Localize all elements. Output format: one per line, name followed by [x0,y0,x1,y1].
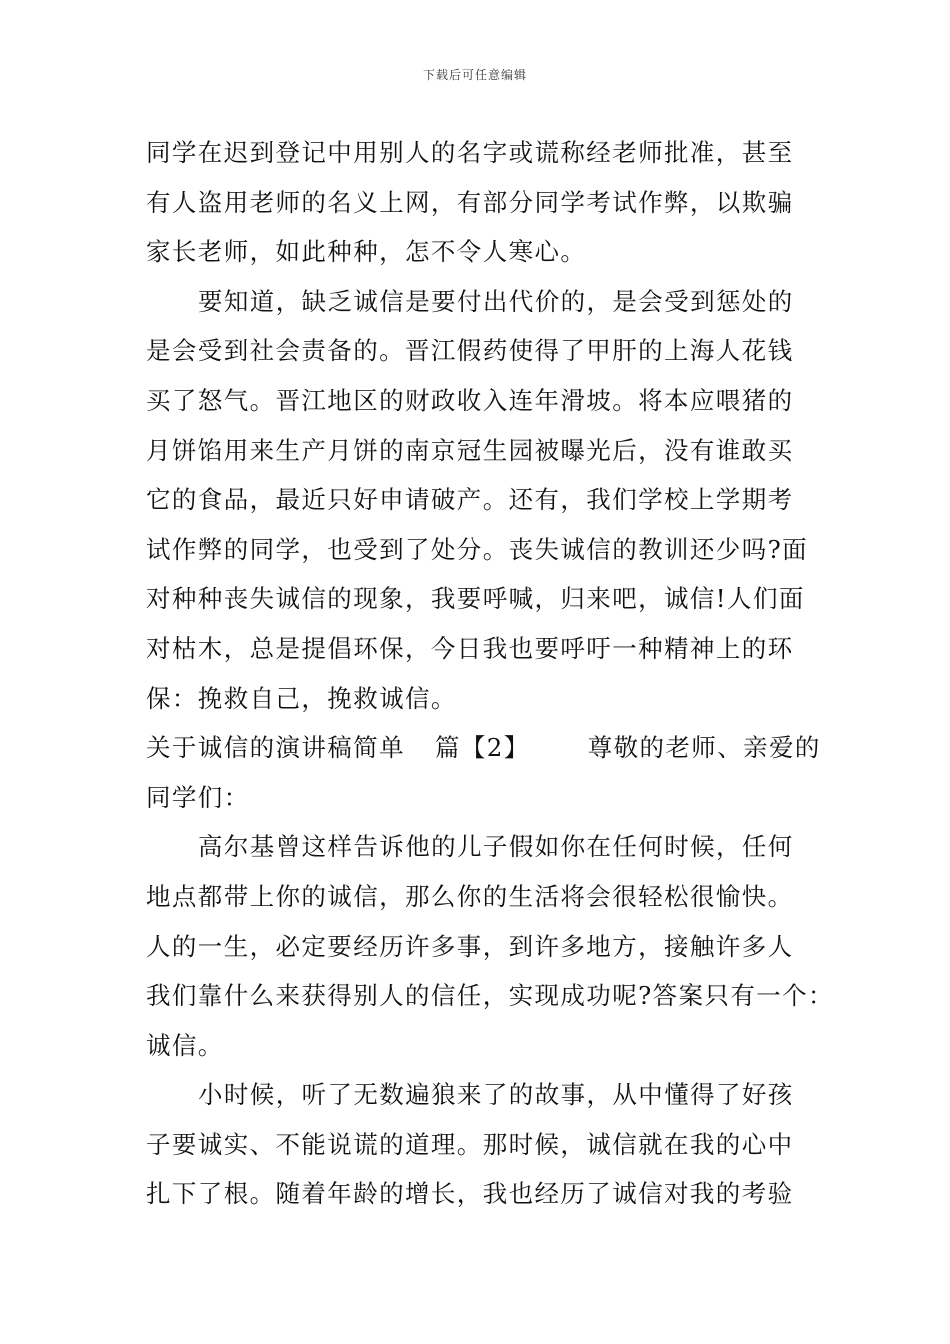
paragraph-line: 试作弊的同学，也受到了处分。丧失诚信的教训还少吗?面 [146,534,809,564]
paragraph-line: 是会受到社会责备的。晋江假药使得了甲肝的上海人花钱 [146,336,794,366]
paragraph-line: 家长老师，如此种种，怎不令人寒心。 [146,237,587,267]
paragraph-line: 我们靠什么来获得别人的信任，实现成功呢?答案只有一个： [146,981,834,1011]
paragraph-line: 诚信。 [146,1030,224,1060]
section-title: 关于诚信的演讲稿简单 [146,733,405,763]
paragraph-line: 它的食品，最近只好申请破产。还有，我们学校上学期考 [146,485,794,515]
paragraph-line: 扎下了根。随着年龄的增长，我也经历了诚信对我的考验 [146,1179,794,1209]
paragraph-line: 人的一生，必定要经历许多事，到许多地方，接触许多人 [146,931,794,961]
document-body [146,128,834,1219]
paragraph-line: 月饼馅用来生产月饼的南京冠生园被曝光后，没有谁敢买 [146,435,794,465]
salutation-continued: 同学们： [146,782,250,812]
paragraph-line: 同学在迟到登记中用别人的名字或谎称经老师批准，甚至 [146,138,794,167]
paragraph-line: 子要诚实、不能说谎的道理。那时候，诚信就在我的心中 [146,1129,794,1159]
paragraph-line: 小时候，听了无数遍狼来了的故事，从中懂得了好孩 [198,1080,794,1110]
salutation: 尊敬的老师、亲爱的 [587,733,821,763]
paragraph-line: 买了怒气。晋江地区的财政收入连年滑坡。将本应喂猪的 [146,385,794,415]
section-part-label: 篇【2】 [435,733,530,763]
paragraph-line: 地点都带上你的诚信，那么你的生活将会很轻松很愉快。 [146,881,794,911]
paragraph-line: 要知道，缺乏诚信是要付出代价的，是会受到惩处的 [198,286,794,316]
paragraph-line: 对种种丧失诚信的现象，我要呼喊，归来吧，诚信!人们面 [146,584,805,614]
paragraph-line: 保：挽救自己，挽救诚信。 [146,683,457,713]
paragraph-line: 有人盗用老师的名义上网，有部分同学考试作弊，以欺骗 [146,187,794,217]
header-note: 下载后可任意编辑 [422,68,527,82]
section-heading [146,723,821,773]
paragraph-line: 对枯木，总是提倡环保，今日我也要呼吁一种精神上的环 [146,633,794,663]
paragraph-line: 高尔基曾这样告诉他的儿子假如你在任何时候，任何 [198,832,794,862]
